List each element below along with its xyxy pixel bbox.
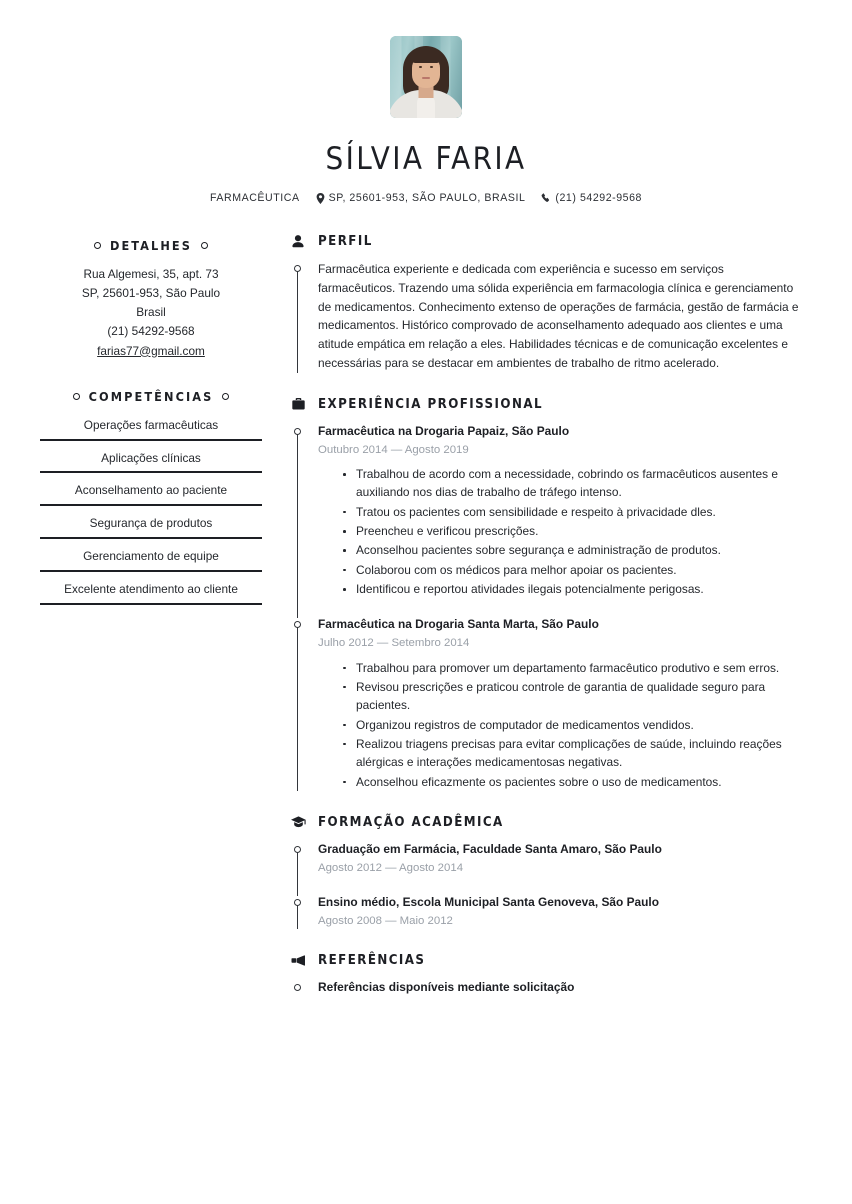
contact-address (316, 192, 526, 204)
bullet-item: Organizou registros de computador de medicamentos vendidos. (340, 716, 804, 734)
bullet-item: Aconselhou eficazmente os pacientes sobre o uso de medicamentos. (340, 773, 804, 791)
section-profile (290, 234, 804, 373)
person-icon (290, 235, 306, 248)
job-date: Julho 2012 — Setembro 2014 (318, 637, 470, 650)
profile-photo (390, 36, 462, 118)
avatar (390, 36, 462, 118)
experience-entry (290, 616, 804, 790)
skill-item: Aplicações clínicas (40, 449, 262, 474)
degree-title: Graduação em Farmácia, Faculdade Santa Amaro, São Paulo (318, 841, 662, 856)
photo-eye-left (419, 66, 422, 68)
sidebar (40, 234, 262, 613)
profile-heading-label: PERFIL (318, 234, 373, 250)
timeline-dot (294, 428, 301, 435)
job-title: Farmacêutica na Drogaria Papaiz, São Paulo (318, 423, 570, 438)
detail-line: (21) 54292-9568 (107, 324, 195, 339)
skill-item: Segurança de produtos (40, 514, 262, 539)
job-date: Outubro 2014 — Agosto 2019 (318, 443, 469, 456)
contact-line (0, 192, 852, 204)
resume-header (0, 0, 852, 204)
detail-line: SP, 25601-953, São Paulo (81, 286, 221, 301)
photo-eye-right (430, 66, 433, 68)
phone-label: (21) 54292-9568 (555, 192, 642, 205)
education-heading (290, 815, 804, 830)
experience-entry (290, 423, 804, 598)
profile-heading (290, 234, 804, 249)
skills-list (40, 416, 262, 606)
experience-heading (290, 397, 804, 412)
candidate-name: SÍLVIA FARIA (325, 141, 527, 177)
skills-heading (40, 389, 262, 404)
degree-date: Agosto 2008 — Maio 2012 (318, 914, 453, 927)
references-heading (290, 953, 804, 968)
references-text: Referências disponíveis mediante solicitação (318, 980, 575, 995)
bullet-item: Identificou e reportou atividades ilegais potencialmente perigosas. (340, 580, 804, 598)
profile-text: Farmacêutica experiente e dedicada com experiência e sucesso em serviços farmacêuticos. Trazendo uma sólida experiência em farmacologia clínica e gerenciamento de medicamentos. Conhecimento extenso de operações de farmácia, gestão de farmácia e medicamentos. Histórico comprovado de aconselhamento adequado aos clientes e uma atitude empática em relação a eles. Habilidades técnicas e de comunicação excelentes e necessárias para se destacar em ambientes de trabalho de ritmo acelerado. (318, 262, 799, 371)
photo-fringe (410, 49, 442, 63)
bullet-item: Colaborou com os médicos para melhor apoiar os pacientes. (340, 561, 804, 579)
megaphone-icon (290, 955, 306, 966)
skill-item: Operações farmacêuticas (40, 416, 262, 441)
details-heading-label: DETALHES (109, 238, 193, 254)
detail-line: Rua Algemesi, 35, apt. 73 (83, 267, 219, 282)
email-link[interactable]: farias77@gmail.com (97, 343, 205, 358)
bullet-item: Revisou prescrições e praticou controle de garantia de qualidade seguro para pacientes. (340, 678, 804, 715)
contact-phone (541, 192, 642, 204)
map-pin-icon (316, 193, 325, 204)
photo-mouth (422, 77, 430, 79)
timeline-line (297, 431, 298, 618)
bullet-item: Trabalhou de acordo com a necessidade, cobrindo os farmacêuticos ausentes e auxiliando nos dias de trabalho de tráfego intenso. (340, 465, 804, 502)
details-block (40, 265, 262, 361)
resume-body (0, 234, 852, 996)
job-title: Farmacêutica na Drogaria Santa Marta, São Paulo (318, 617, 599, 632)
bullet-item: Trabalhou para promover um departamento farmacêutico produtivo e sem erros. (340, 659, 804, 677)
main-content (262, 234, 804, 996)
ring-left-icon (94, 242, 101, 249)
bullet-item: Preencheu e verificou prescrições. (340, 522, 804, 540)
profile-entry (290, 260, 804, 373)
skill-item: Gerenciamento de equipe (40, 547, 262, 572)
skill-item: Aconselhamento ao paciente (40, 481, 262, 506)
bullet-item: Tratou os pacientes com sensibilidade e respeito à privacidade dles. (340, 503, 804, 521)
education-entry (290, 894, 804, 929)
detail-line: Brasil (136, 305, 166, 320)
graduation-cap-icon (290, 816, 306, 828)
job-title-label: FARMACÊUTICA (209, 192, 300, 205)
degree-title: Ensino médio, Escola Municipal Santa Genoveva, São Paulo (318, 895, 659, 910)
timeline-dot (294, 621, 301, 628)
degree-date: Agosto 2012 — Agosto 2014 (318, 861, 464, 874)
address-label: SP, 25601-953, SÃO PAULO, BRASIL (328, 192, 526, 205)
timeline-line (297, 624, 298, 790)
job-bullets (318, 659, 804, 791)
job-title (210, 192, 300, 204)
timeline-dot (294, 265, 301, 272)
education-heading-label: FORMAÇÃO ACADÊMICA (318, 814, 504, 830)
ring-right-icon (222, 393, 229, 400)
details-heading (40, 238, 262, 253)
references-heading-label: REFERÊNCIAS (318, 953, 426, 969)
skills-heading-label: COMPETÊNCIAS (88, 388, 214, 404)
timeline-line (297, 268, 298, 373)
section-experience (290, 397, 804, 791)
bullet-item: Realizou triagens precisas para evitar complicações de saúde, incluindo reações alérgicas e interações medicamentosas negativas. (340, 735, 804, 772)
skill-item: Excelente atendimento ao cliente (40, 580, 262, 605)
references-entry (290, 979, 804, 996)
section-education (290, 815, 804, 929)
education-entry (290, 841, 804, 876)
phone-icon (541, 193, 551, 203)
timeline-line (297, 849, 298, 896)
experience-heading-label: EXPERIÊNCIA PROFISSIONAL (318, 396, 543, 412)
bullet-item: Aconselhou pacientes sobre segurança e administração de produtos. (340, 541, 804, 559)
job-bullets (318, 465, 804, 598)
timeline-line (297, 902, 298, 929)
timeline-dot (294, 846, 301, 853)
section-references (290, 953, 804, 996)
ring-left-icon (73, 393, 80, 400)
timeline-dot (294, 984, 301, 991)
ring-right-icon (201, 242, 208, 249)
briefcase-icon (290, 398, 306, 410)
timeline-dot (294, 899, 301, 906)
